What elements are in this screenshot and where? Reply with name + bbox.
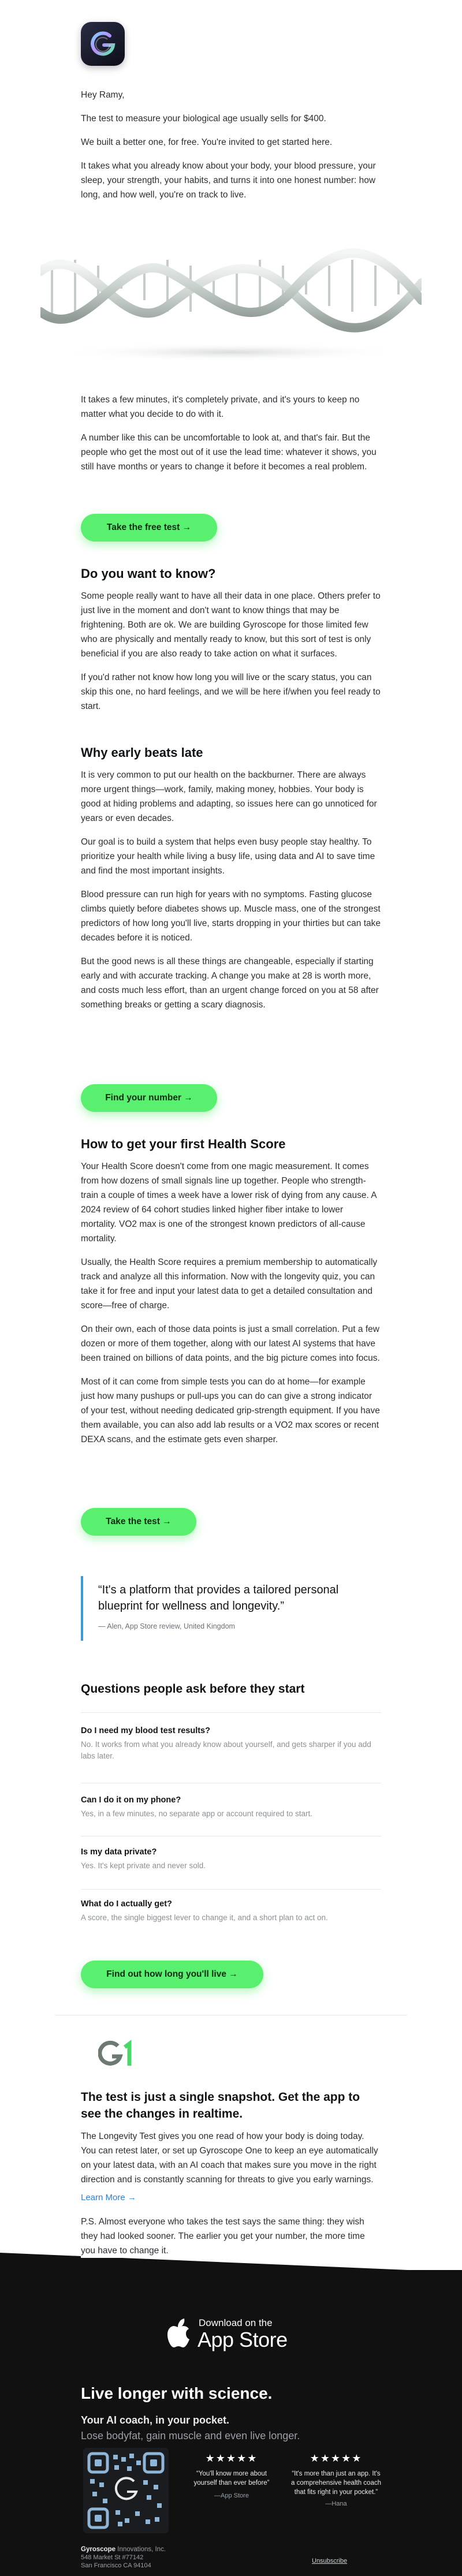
apple-icon [165,2317,191,2349]
qr-code-icon [83,2448,169,2533]
faq-question: Is my data private? [81,1847,157,1857]
faq-answer: A score, the single biggest lever to change it, and a short plan to act on. [81,1913,328,1922]
body-paragraph: Your Health Score doesn't come from one magic measurement. It comes from how dozens of small signals line up together. People who strength-train a couple of times a week have a lower risk of dying from any cause. A 2024 review of 64 cohort studies linked higher fiber intake to lower mortality. VO2 max is one of the strongest known predictors of all-cause mortality. [81,1162,377,1244]
body-paragraph: It takes a few minutes, it's completely private, and it's yours to keep no matter what you decide to do with it. [81,395,360,419]
review-card [188,2452,275,2499]
ps-block [81,2215,381,2258]
testimonial-quote [81,1576,381,1645]
qr-code [83,2448,169,2533]
faq-item [81,1847,381,1872]
find-out-how-long-button[interactable]: Find out how long you'll live → [81,1961,263,1988]
intro-paragraph: It takes what you already know about your body, your blood pressure, your sleep, your strength, your habits, and turns it into one honest number: how long, and how well, you're on track to live. [81,161,376,200]
g1-logo [98,2039,137,2071]
divider [81,1889,381,1890]
section-why-early [81,745,381,1012]
logo-g-icon [81,22,125,66]
unsubscribe-link[interactable]: Unsubscribe [312,2558,348,2564]
faq-answer: No. It works from what you already know about yourself, and gets sharper if you add labs later. [81,1740,371,1760]
closing-title: The test is just a single snapshot. Get the app to see the changes in realtime. [81,2090,360,2120]
body-paragraph: Blood pressure can run high for years with no symptoms. Fasting glucose climbs quietly before diabetes shows up. Muscle mass, one of the strongest predictors of how long you'll live, starts dropping in your thirties but can take decades before it is noticed. [81,890,381,943]
body-paragraph: If you'd rather not know how long you will live or the scary status, you can skip this one, no hard feelings, and we will be here if/when you feel ready to start. [81,673,381,711]
faq-answer: Yes. It's kept private and never sold. [81,1861,206,1870]
quote-source: — Alen, App Store review, United Kingdom [98,1622,235,1630]
review-card [291,2452,381,2507]
company-name: Gyroscope [81,2546,116,2553]
footer-tagline-block [81,2384,381,2442]
faq-question: Do I need my blood test results? [81,1726,210,1735]
find-your-number-button[interactable]: Find your number → [81,1084,217,1112]
after-hero-block [81,393,381,474]
section-do-you-want-to-know [81,566,381,714]
body-paragraph: On their own, each of those data points is just a small correlation. Put a few dozen or more of them together, along with our latest AI systems that have been trained on billions of data points, and the big picture comes into focus. [81,1324,380,1363]
body-paragraph: It is very common to put our health on the backburner. There are always more urgent things—work, family, making money, hobbies. Your body is good at hiding problems and adapting, so issues here can go unnoticed for years or even decades. [81,770,377,823]
company-name-rest: Innovations, Inc. [116,2546,166,2553]
intro-block [81,88,381,202]
review-text: “It's more than just an app. It's a comprehensive health coach that fits right in your pocket.” [291,2470,381,2496]
section-health-score [81,1136,381,1447]
section-title: Do you want to know? [81,566,216,581]
body-paragraph: But the good news is all these things are changeable, especially if starting early and with accurate tracking. A change you make at 28 is worth more, and costs much less effort, than an urgent change forced on you at 58 after something breaks or getting a scary diagnosis. [81,957,379,1010]
review-source: —App Store [214,2492,249,2499]
greeting: Hey Ramy, [81,90,125,100]
review-text: “You'll know more about yourself than ever before” [193,2470,270,2487]
take-free-test-button[interactable]: Take the free test → [81,514,217,542]
body-paragraph: The Longevity Test gives you one read of how your body is doing today. You can retest later, or set up Gyroscope One to keep an eye automatically on your latest data, with an AI coach that makes sure you move in the right direction and is constantly scanning for threats to give you early warnings. [81,2131,378,2185]
learn-more-link[interactable]: Learn More → [81,2193,136,2202]
gyroscope-logo [81,22,125,66]
review-source: —Hana [325,2500,347,2507]
faq-item [81,1726,381,1762]
footer-sub1: Your AI coach, in your pocket. [81,2414,230,2426]
g1-logo-icon [98,2039,137,2071]
app-store-badge[interactable] [165,2314,298,2354]
divider [81,1712,381,1713]
take-the-test-button[interactable]: Take the test → [81,1508,196,1536]
body-paragraph: Usually, the Health Score requires a premium membership to automatically track and analyze all this information. Now with the longevity quiz, you can take it for free and input your latest data to get a detailed consultation and score—free of charge. [81,1257,378,1311]
address-line: San Francisco CA 94104 [81,2562,151,2569]
faq-item [81,1899,381,1924]
appstore-small-text: Download on the [199,2317,273,2328]
closing-section [81,2089,381,2202]
faq-title: Questions people ask before they start [81,1682,305,1696]
star-rating-icon: ★★★★★ [205,2452,258,2464]
faq-question: Can I do it on my phone? [81,1795,181,1805]
body-paragraph: Some people really want to have all their data in one place. Others prefer to just live in the moment and don't want to know things that may be frightening. Both are ok. We are building Gyroscope for those limited few who are physically and mentally ready to know, but this sort of test is only beneficial if you are also ready to take action on what it surfaces. [81,591,381,659]
dna-helix-icon [40,225,422,375]
footer-sub2: Lose bodyfat, gain muscle and even live longer. [81,2430,300,2441]
body-paragraph: Most of it can come from simple tests you can do at home—for example just how many pushups or pull-ups you can do can give a strong indicator of your test, without needing dedicated grip-strength equipment. If you have them available, you can also add lab results or a VO2 max scores or recent DEXA scans, and the estimate gets even sharper. [81,1377,380,1444]
quote-text: “It's a platform that provides a tailored personal blueprint for wellness and longevity.” [98,1584,339,1612]
section-title: Why early beats late [81,745,203,760]
ps-paragraph: P.S. Almost everyone who takes the test says the same thing: they wish they had looked sooner. The earlier you get your number, the more time you have to change it. [81,2215,381,2258]
star-rating-icon: ★★★★★ [310,2452,363,2464]
section-title: How to get your first Health Score [81,1137,286,1151]
body-paragraph: A number like this can be uncomfortable to look at, and that's fair. But the people who get the most out of it use the lead time: whatever it shows, you still have months or years to change it before it becomes a real problem. [81,433,377,472]
faq-section [81,1681,381,1697]
body-paragraph: Our goal is to build a system that helps even busy people stay healthy. To prioritize your health while living a busy life, using data and AI to save time and find the most important insights. [81,837,375,876]
address-line: 548 Market St #77142 [81,2554,144,2561]
footer-tagline: Live longer with science. [81,2384,273,2402]
dna-hero-image [40,225,422,375]
faq-item [81,1795,381,1820]
intro-paragraph: The test to measure your biological age usually sells for $400. [81,114,326,124]
faq-answer: Yes, in a few minutes, no separate app or account required to start. [81,1809,312,1818]
faq-question: What do I actually get? [81,1899,172,1909]
intro-paragraph: We built a better one, for free. You're invited to get started here. [81,137,333,147]
appstore-big-text: App Store [198,2328,288,2351]
quote-bar [81,1576,83,1641]
